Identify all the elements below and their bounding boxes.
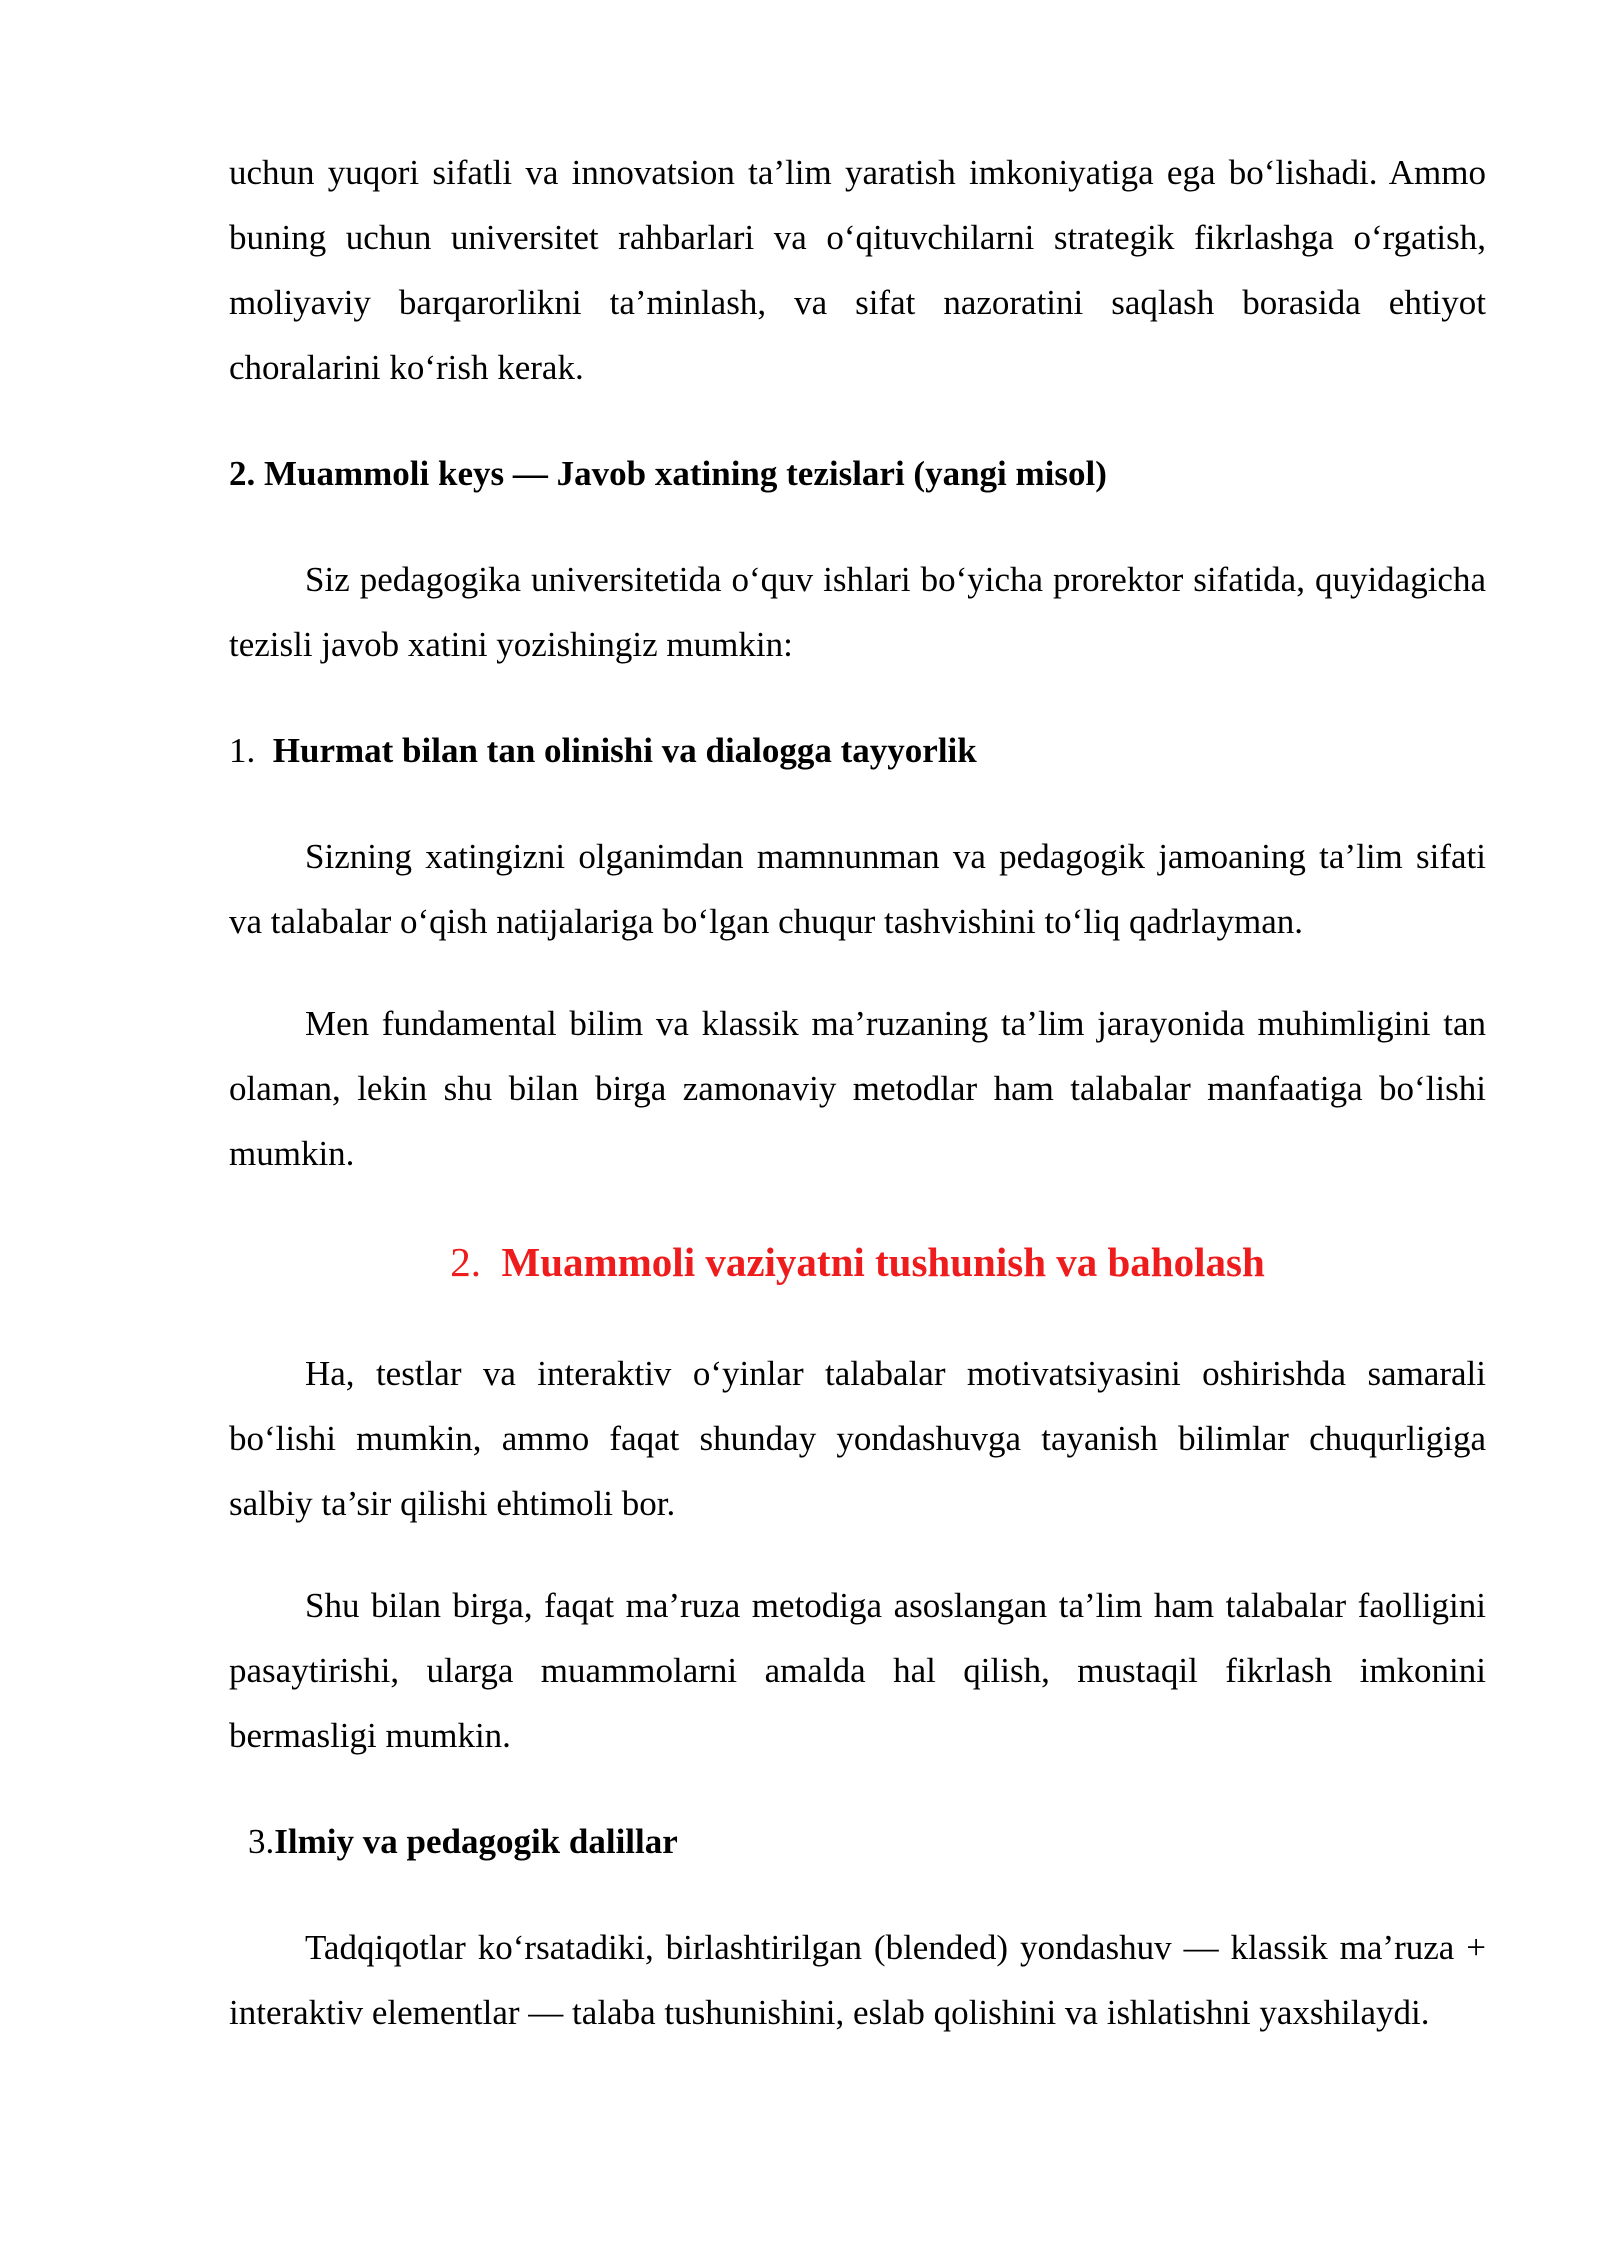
paragraph-item3-a: Tadqiqotlar ko‘rsatadiki, birlashtirilgan (blended) yondashuv — klassik ma’ruza + interaktiv elementlar — talaba tushunishini, eslab qolishini va ishlatishni yaxshilaydi. — [229, 1928, 1486, 2032]
paragraph-item2-b: Shu bilan birga, faqat ma’ruza metodiga asoslangan ta’lim ham talabalar faolligini pasaytirishi, ularga muammolarni amalda hal qilish, mustaqil fikrlash imkonini bermasligi mumkin. — [229, 1586, 1486, 1755]
list-number-3: 3. — [248, 1822, 275, 1861]
list-heading-item-3 — [229, 1809, 1486, 1874]
case-heading: 2. Muammoli keys — Javob xatining tezislari (yangi misol) — [229, 454, 1107, 493]
paragraph-intro: uchun yuqori sifatli va innovatsion ta’lim yaratish imkoniyatiga ega bo‘lishadi. Ammo buning uchun universitet rahbarlari va o‘qituvchilarni strategik fikrlashga o‘rgatish, moliyaviy barqarorlikni ta’minlash, va sifat nazoratini saqlash borasida ehtiyot choralarini ko‘rish kerak. — [229, 153, 1486, 387]
list-number-1: 1. — [229, 731, 256, 770]
paragraph-item2-a: Ha, testlar va interaktiv o‘yinlar talabalar motivatsiyasini oshirishda samarali bo‘lishi mumkin, ammo faqat shunday yondashuvga tayanish bilimlar chuqurligiga salbiy ta’sir qilishi ehtimoli bor. — [229, 1354, 1486, 1523]
section-number-2: 2. — [450, 1239, 481, 1285]
section-title-text-2: Muammoli vaziyatni tushunish va baholash — [501, 1239, 1265, 1285]
list-title-3: Ilmiy va pedagogik dalillar — [274, 1822, 678, 1861]
list-heading-item-1 — [229, 718, 1486, 783]
document-body — [229, 140, 1486, 2045]
paragraph-item1-b: Men fundamental bilim va klassik ma’ruzaning ta’lim jarayonida muhimligini tan olaman, lekin shu bilan birga zamonaviy metodlar ham talabalar manfaatiga bo‘lishi mumkin. — [229, 1004, 1486, 1173]
list-title-1: Hurmat bilan tan olinishi va dialogga tayyorlik — [272, 731, 977, 770]
paragraph-case-intro: Siz pedagogika universitetida o‘quv ishlari bo‘yicha prorektor sifatida, quyidagicha tezisli javob xatini yozishingiz mumkin: — [229, 560, 1486, 664]
section-title-item-2 — [229, 1230, 1486, 1295]
paragraph-item1-a: Sizning xatingizni olganimdan mamnunman va pedagogik jamoaning ta’lim sifati va talabalar o‘qish natijalariga bo‘lgan chuqur tashvishini to‘liq qadrlayman. — [229, 837, 1486, 941]
